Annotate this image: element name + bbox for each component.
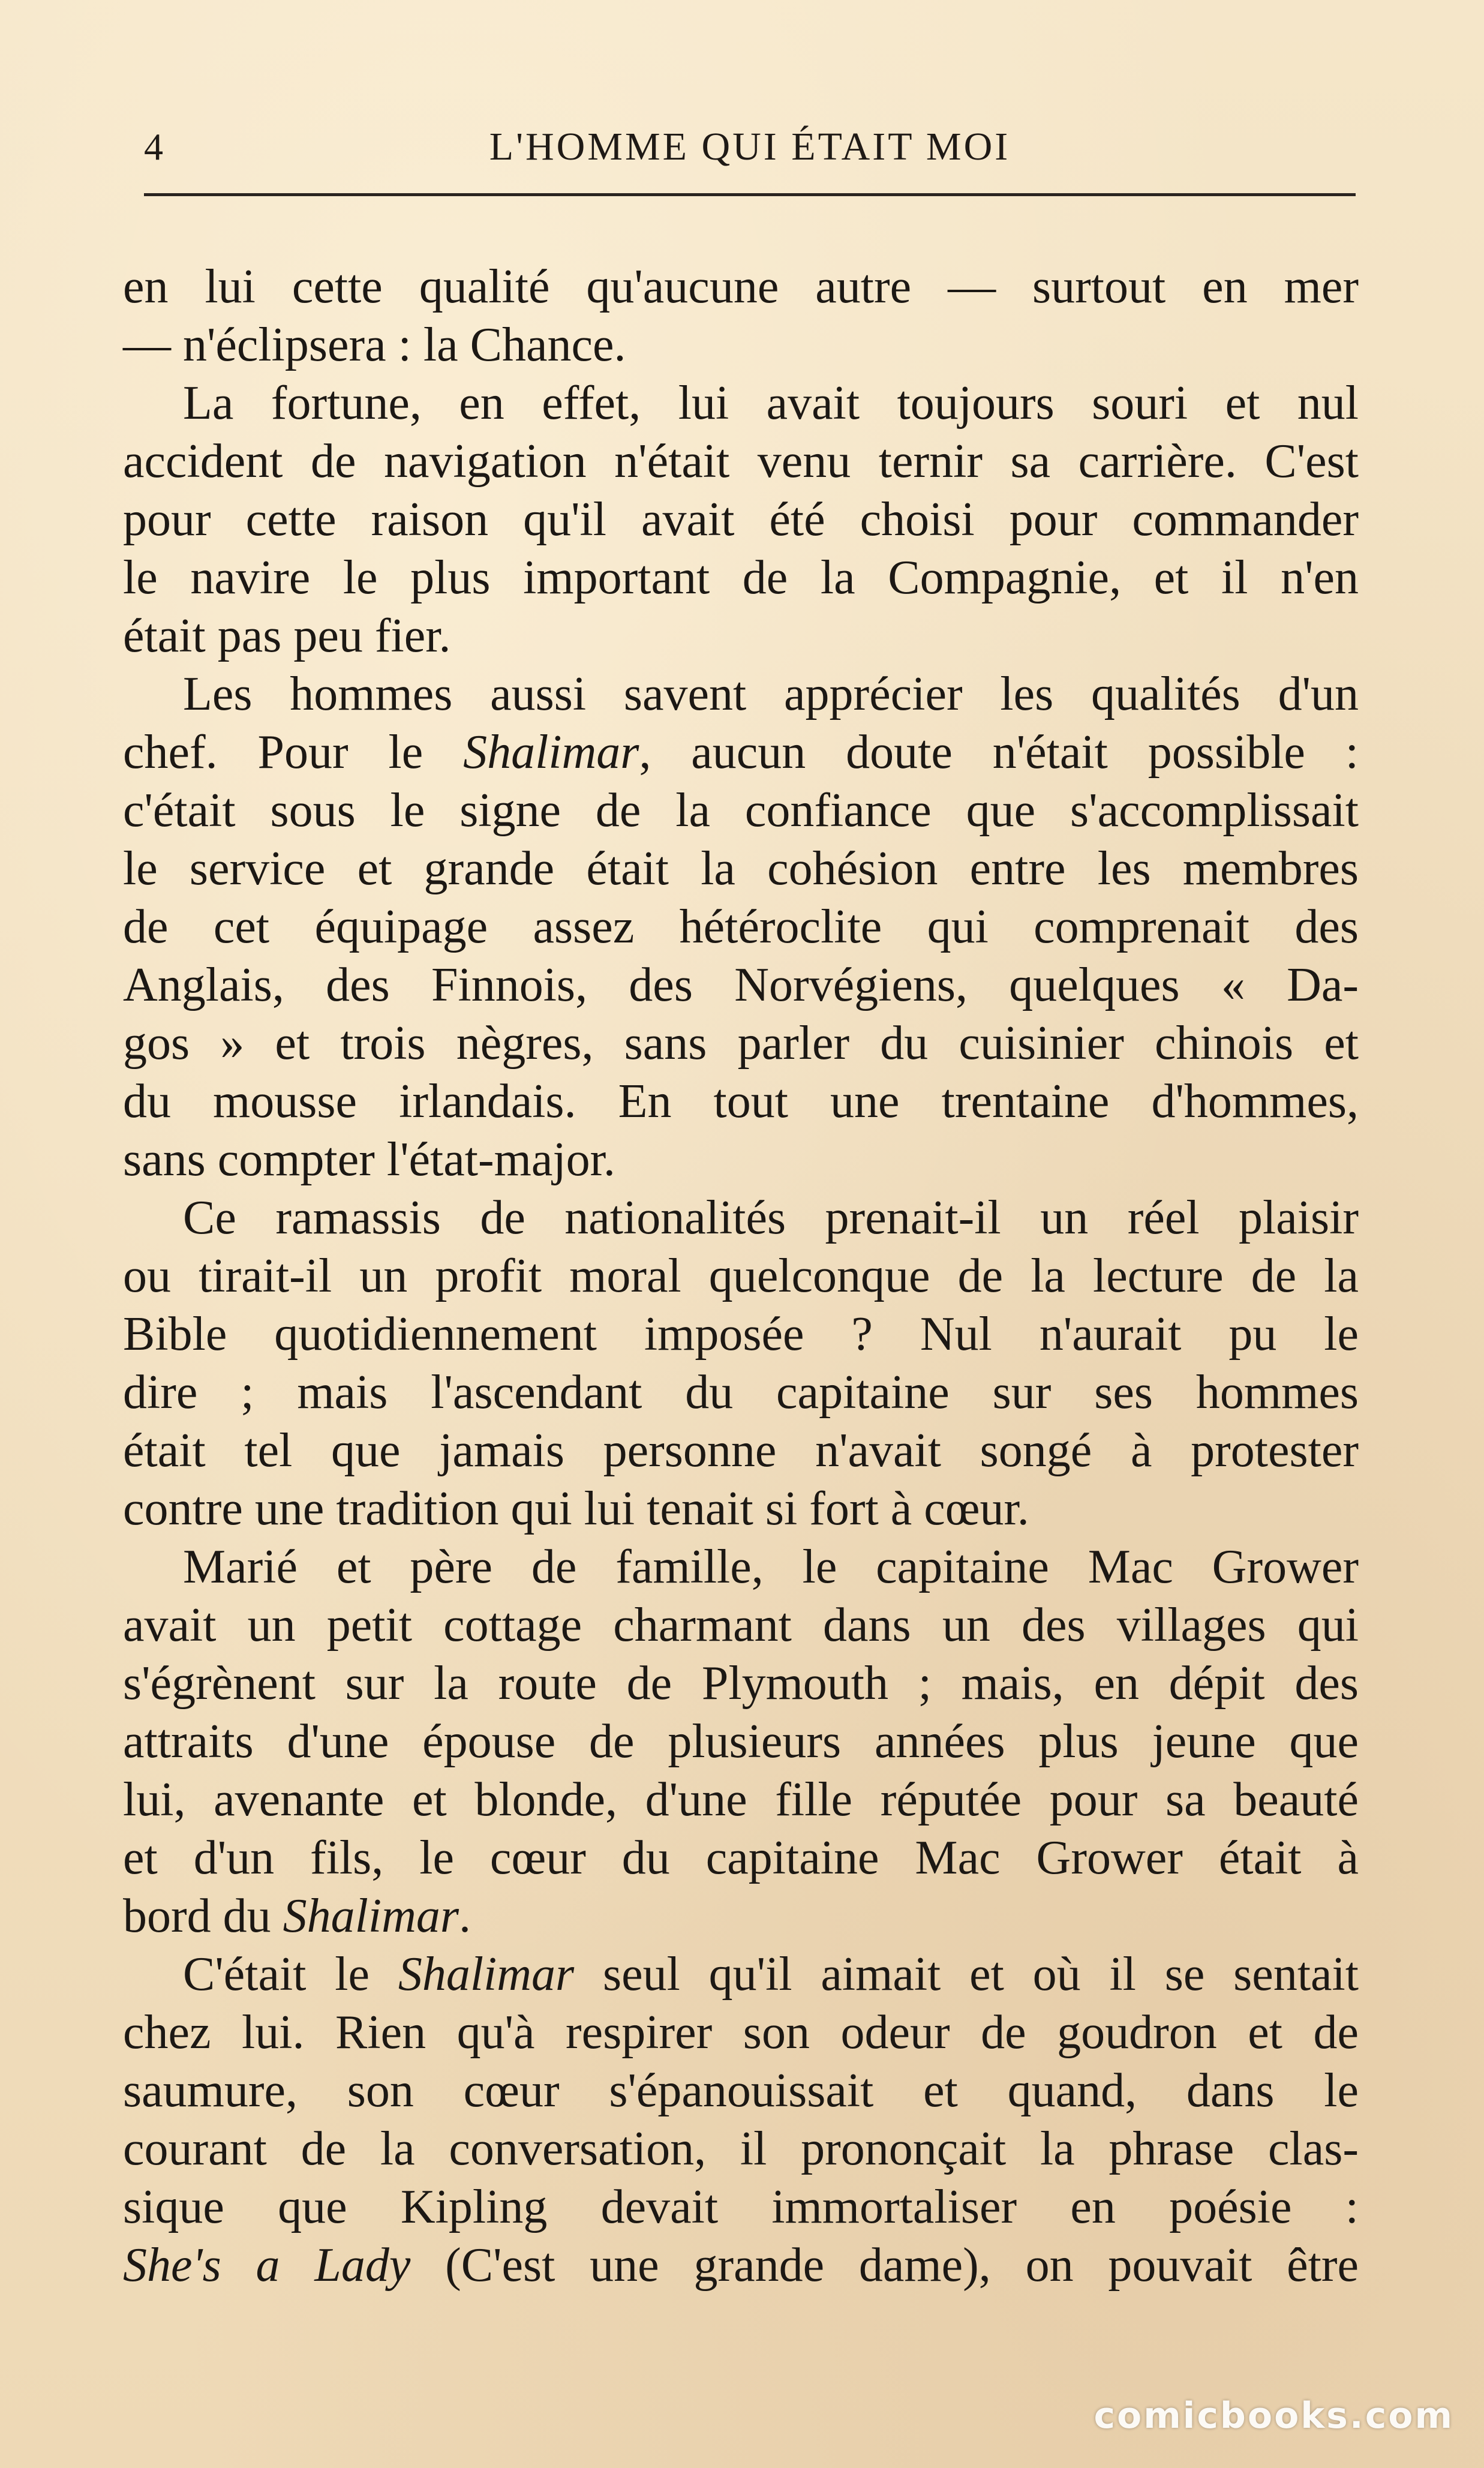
text-segment: du mousse irlandais. En tout une trentaine d'hommes, [123, 1075, 1359, 1128]
text-line [123, 665, 1359, 723]
text-segment: c'était sous le signe de la confiance que s'accomplissait [123, 784, 1359, 837]
text-segment: , aucun doute n'était possible : [639, 726, 1359, 779]
text-segment: Ce ramassis de nationalités prenait-il un réel plaisir [183, 1191, 1359, 1244]
text-segment: pour cette raison qu'il avait été choisi pour commander [123, 493, 1359, 546]
text-segment: attraits d'une épouse de plusieurs années plus jeune que [123, 1715, 1359, 1768]
text-segment: chef. Pour le [123, 726, 464, 779]
text-line [123, 2236, 1359, 2295]
header-rule [144, 193, 1356, 196]
text-segment: gos » et trois nègres, sans parler du cuisinier chinois et [123, 1017, 1359, 1070]
text-line [123, 491, 1359, 549]
text-segment: le navire le plus important de la Compagnie, et il n'en [123, 551, 1359, 604]
text-line [123, 2062, 1359, 2120]
text-segment: C'était le [183, 1948, 398, 2001]
text-segment: en lui cette qualité qu'aucune autre — surtout en mer [123, 260, 1359, 313]
ship-name: Shalimar [463, 726, 639, 779]
text-line [123, 1247, 1359, 1305]
text-line [123, 433, 1359, 491]
text-line [123, 2178, 1359, 2236]
text-segment: lui, avenante et blonde, d'une fille réputée pour sa beauté [123, 1773, 1359, 1826]
text-line [123, 1422, 1359, 1480]
text-line [123, 956, 1359, 1014]
text-line [123, 607, 1359, 665]
running-title: L'HOMME QUI ÉTAIT MOI [489, 125, 1011, 169]
text-segment: accident de navigation n'était venu ternir sa carrière. C'est [123, 435, 1359, 488]
text-segment: le service et grande était la cohésion entre les membres [123, 842, 1359, 895]
text-segment: de cet équipage assez hétéroclite qui comprenait des [123, 900, 1359, 953]
text-line [123, 1305, 1359, 1364]
text-line [123, 1713, 1359, 1771]
text-segment: courant de la conversation, il prononçait la phrase clas- [123, 2122, 1359, 2175]
text-line [123, 1364, 1359, 1422]
text-line [123, 1480, 1359, 1538]
text-segment: et d'un fils, le cœur du capitaine Mac Grower était à [123, 1832, 1359, 1884]
watermark: comicbooks.com [1094, 2395, 1454, 2437]
text-segment: saumure, son cœur s'épanouissait et quand, dans le [123, 2064, 1359, 2117]
quote-italic: She's a Lady [123, 2239, 411, 2292]
page-number: 4 [144, 125, 163, 168]
text-line [123, 549, 1359, 607]
text-segment: sique que Kipling devait immortaliser en poésie : [123, 2181, 1359, 2233]
text-line [123, 1829, 1359, 1887]
text-segment: Bible quotidiennement imposée ? Nul n'aurait pu le [123, 1308, 1359, 1361]
text-line [123, 898, 1359, 956]
text-line [123, 1538, 1359, 1596]
text-segment: Anglais, des Finnois, des Norvégiens, quelques « Da- [123, 959, 1359, 1011]
text-line [123, 1887, 1359, 1945]
body-text [123, 258, 1359, 2295]
text-segment: La fortune, en effet, lui avait toujours souri et nul [183, 377, 1359, 430]
text-segment: dire ; mais l'ascendant du capitaine sur ses hommes [123, 1366, 1359, 1419]
text-line [123, 1189, 1359, 1247]
text-segment: . [459, 1890, 471, 1942]
text-line [123, 1596, 1359, 1655]
text-line [123, 1655, 1359, 1713]
text-line [123, 1073, 1359, 1131]
ship-name: Shalimar [283, 1890, 459, 1942]
text-segment: Marié et père de famille, le capitaine Mac Grower [183, 1541, 1359, 1593]
text-segment: avait un petit cottage charmant dans un des villages qui [123, 1599, 1359, 1652]
text-segment: Les hommes aussi savent apprécier les qualités d'un [183, 668, 1359, 720]
text-segment: sans compter l'état-major. [123, 1133, 615, 1186]
text-segment: bord du [123, 1890, 283, 1942]
text-line [123, 1131, 1359, 1189]
text-line [123, 782, 1359, 840]
text-line [123, 840, 1359, 898]
text-line [123, 316, 1359, 374]
text-line [123, 1014, 1359, 1073]
text-line [123, 374, 1359, 433]
text-segment: contre une tradition qui lui tenait si fort à cœur. [123, 1482, 1029, 1535]
text-line [123, 723, 1359, 782]
text-segment: était pas peu fier. [123, 610, 451, 662]
text-segment: ou tirait-il un profit moral quelconque de la lecture de la [123, 1250, 1359, 1302]
text-segment: chez lui. Rien qu'à respirer son odeur de goudron et de [123, 2006, 1359, 2059]
text-line [123, 1771, 1359, 1829]
ship-name: Shalimar [398, 1948, 575, 2001]
text-segment: s'égrènent sur la route de Plymouth ; mais, en dépit des [123, 1657, 1359, 1710]
text-line [123, 1945, 1359, 2004]
page-header [144, 114, 1356, 180]
text-segment: (C'est une grande dame), on pouvait être [410, 2239, 1359, 2292]
text-segment: — n'éclipsera : la Chance. [123, 319, 626, 371]
text-line [123, 258, 1359, 316]
text-line [123, 2120, 1359, 2178]
text-segment: seul qu'il aimait et où il se sentait [574, 1948, 1359, 2001]
text-segment: était tel que jamais personne n'avait songé à protester [123, 1424, 1359, 1477]
text-line [123, 2004, 1359, 2062]
